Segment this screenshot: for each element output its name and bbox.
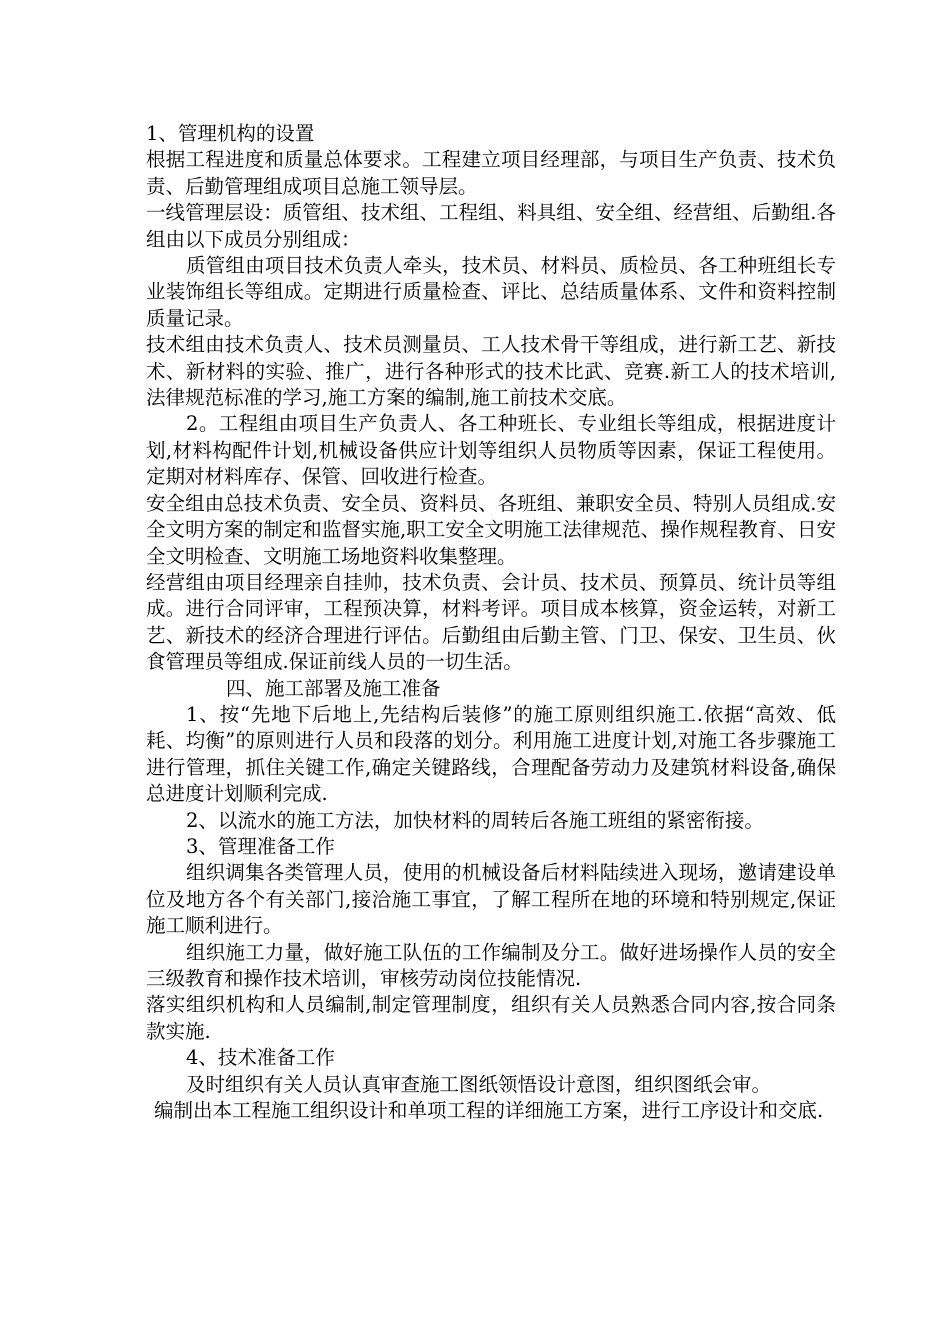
- paragraph: 经营组由项目经理亲自挂帅，技术负责、会计员、技术员、预算员、统计员等组成。进行合同评审，工程预决算，材料考评。项目成本核算，资金运转，对新工艺、新技术的经济合理进行评估。后勤组由后勤主管、门卫、保安、卫生员、伙食管理员等组成.保证前线人员的一切生活。: [146, 570, 836, 674]
- paragraph: 落实组织机构和人员编制,制定管理制度，组织有关人员熟悉合同内容,按合同条款实施.: [146, 993, 836, 1043]
- paragraph: 2、以流水的施工方法，加快材料的周转后各施工班组的紧密衔接。: [186, 808, 764, 832]
- section-heading-deployment: 四、施工部署及施工准备: [226, 676, 441, 700]
- paragraph: 组织调集各类管理人员，使用的机械设备后材料陆续进入现场，邀请建设单位及地方各个有关部门,接洽施工事宜，了解工程所在地的环境和特别规定,保证施工顺利进行。: [146, 861, 836, 938]
- section-heading-management: 1、管理机构的设置: [146, 122, 315, 145]
- subsection-heading-management-prep: 3、管理准备工作: [186, 834, 335, 858]
- paragraph: 组织施工力量，做好施工队伍的工作编制及分工。做好进场操作人员的安全三级教育和操作技术培训，审核劳动岗位技能情况.: [146, 940, 836, 990]
- paragraph: 根据工程进度和质量总体要求。工程建立项目经理部，与项目生产负责、技术负责、后勤管理组成项目总施工领导层。: [146, 148, 836, 198]
- document-body: [146, 121, 836, 1124]
- paragraph: 质管组由项目技术负责人牵头，技术员、材料员、质检员、各工种班组长专业装饰组长等组成。定期进行质量检查、评比、总结质量体系、文件和资料控制质量记录。: [146, 254, 836, 330]
- paragraph: 安全组由总技术负责、安全员、资料员、各班组、兼职安全员、特别人员组成.安全文明方案的制定和监督实施,职工安全文明施工法律规范、操作规程教育、日安全文明检查、文明施工场地资料收集整理。: [146, 491, 836, 568]
- paragraph: 2。工程组由项目生产负责人、各工种班长、专业组长等组成，根据进度计划,材料构配件计划,机械设备供应计划等组织人员物质等因素，保证工程使用。定期对材料库存、保管、回收进行检查。: [146, 412, 836, 489]
- paragraph: 及时组织有关人员认真审查施工图纸领悟设计意图，组织图纸会审。: [186, 1072, 772, 1096]
- subsection-heading-technical-prep: 4、技术准备工作: [186, 1046, 335, 1070]
- paragraph: 编制出本工程施工组织设计和单项工程的详细施工方案，进行工序设计和交底.: [154, 1099, 824, 1123]
- paragraph: 技术组由技术负责人、技术员测量员、工人技术骨干等组成，进行新工艺、新技术、新材料的实验、推广，进行各种形式的技术比武、竞赛.新工人的技术培训,法律规范标准的学习,施工方案的编制,施工前技术交底。: [146, 333, 836, 410]
- paragraph: 1、按“先地下后地上,先结构后装修”的施工原则组织施工.依据“高效、低耗、均衡”的原则进行人员和段落的划分。利用施工进度计划,对施工各步骤施工进行管理，抓住关键工作,确定关键路线，合理配备劳动力及建筑材料设备,确保总进度计划顺利完成.: [146, 702, 836, 806]
- paragraph: 一线管理层设：质管组、技术组、工程组、料具组、安全组、经营组、后勤组.各组由以下成员分别组成：: [146, 201, 836, 251]
